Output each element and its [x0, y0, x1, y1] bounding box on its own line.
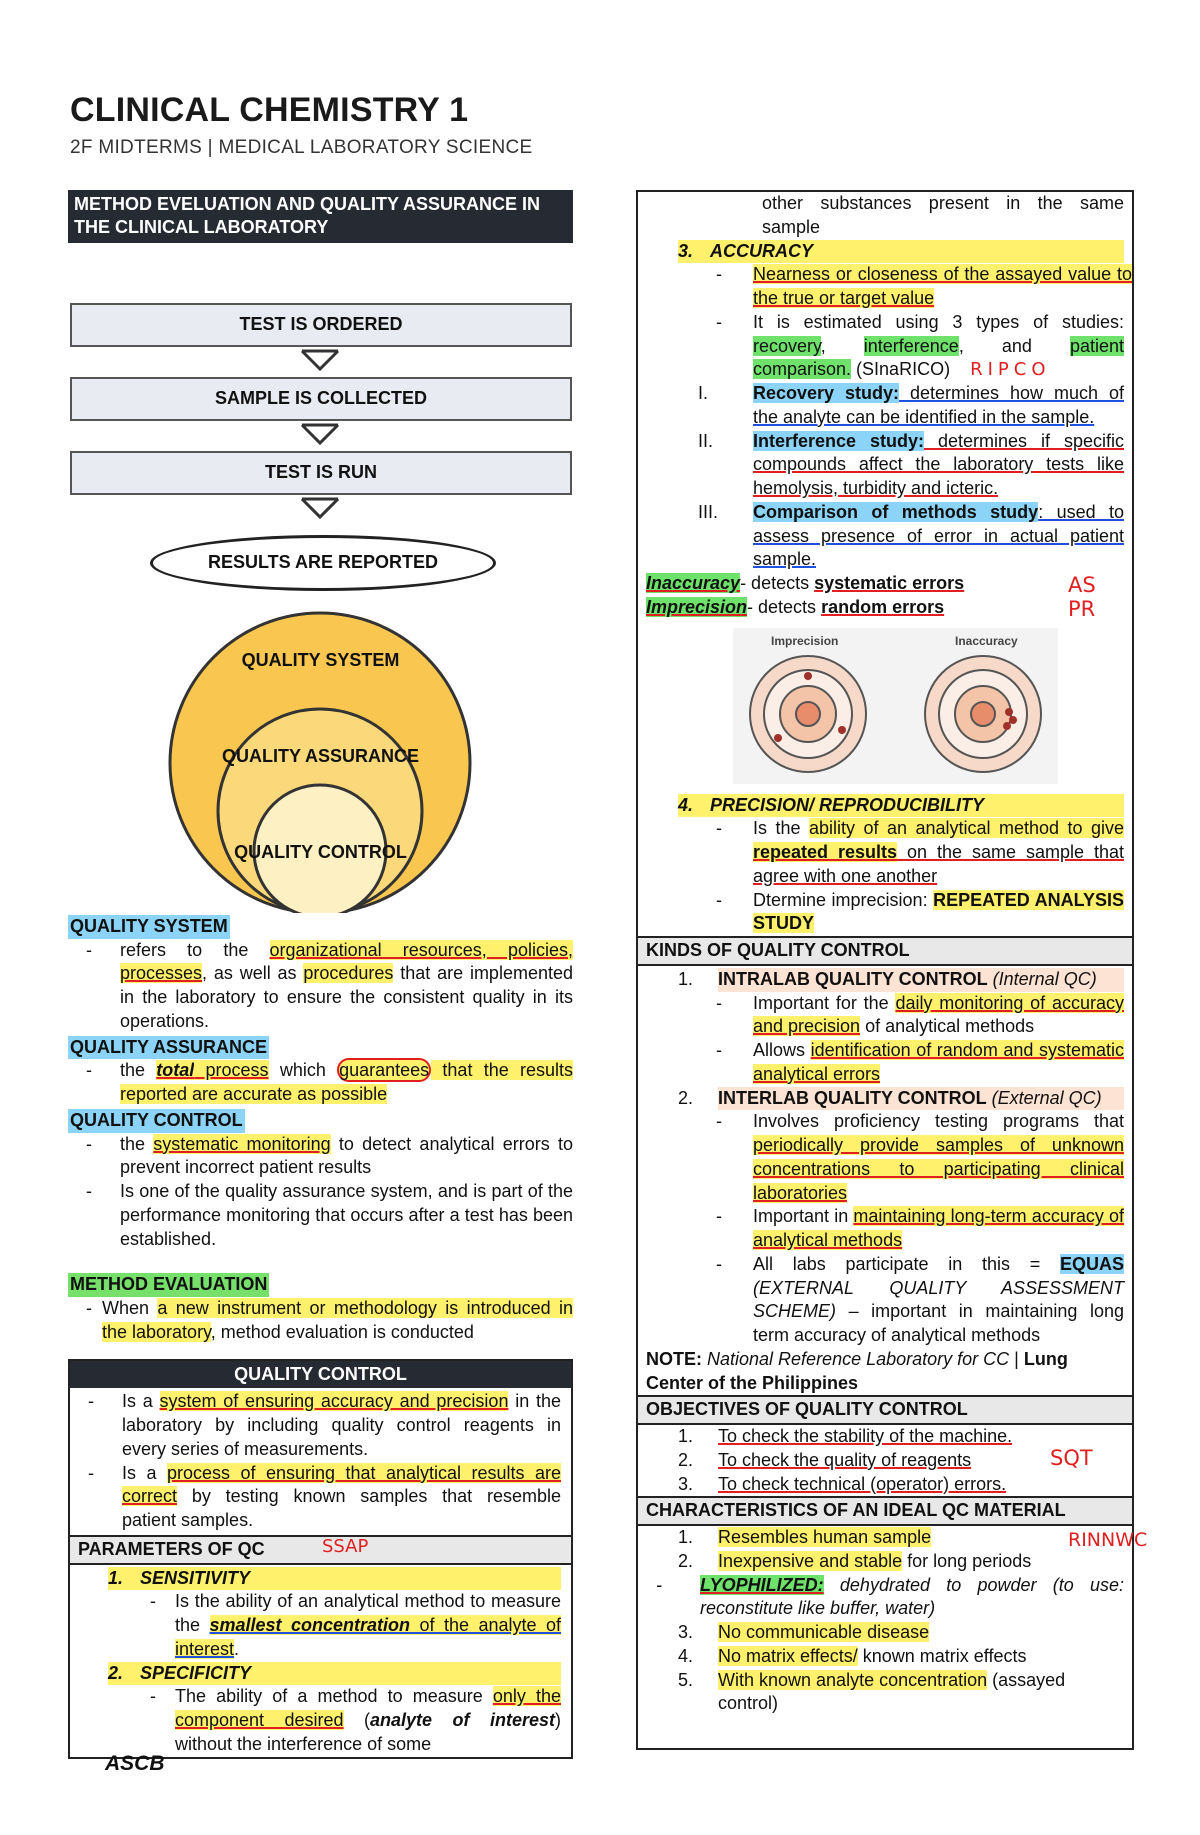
objectives-list	[638, 1425, 1132, 1496]
handwritten-note: RIPCO	[970, 359, 1051, 381]
list-item: 2. Inexpensive and stable for long periods	[678, 1550, 1032, 1571]
flow-step-4: RESULTS ARE REPORTED	[150, 535, 496, 591]
circle-label-quality-assurance: QUALITY ASSURANCE	[221, 745, 419, 766]
qc-table-head: QUALITY CONTROL	[70, 1361, 571, 1389]
quality-circles-diagram	[68, 593, 573, 913]
list-item: - Nearness or closeness of the assayed value to the true or target value	[638, 263, 1132, 311]
quality-control-title: QUALITY CONTROL	[68, 1109, 245, 1133]
characteristics-header: CHARACTERISTICS OF AN IDEAL QC MATERIAL	[638, 1496, 1132, 1526]
characteristics-list	[638, 1526, 1148, 1716]
list-item: 4. No matrix effects/ known matrix effects	[678, 1645, 1027, 1666]
handwritten-note: SSAP	[322, 1535, 369, 1557]
parameter-specificity: 2. SPECIFICITY	[70, 1662, 561, 1686]
continued-text: other substances present in the same sample	[762, 193, 1124, 237]
list-item: - All labs participate in this = EQUAS (EXTERNAL QUALITY ASSESSMENT SCHEME) – important in maintaining long term accuracy of analytical methods	[638, 1253, 1132, 1348]
circle-label-quality-control: QUALITY CONTROL	[234, 841, 407, 862]
quality-assurance-title: QUALITY ASSURANCE	[68, 1036, 269, 1060]
flow-step-1: TEST IS ORDERED	[70, 303, 572, 347]
parameter-sensitivity: 1. SENSITIVITY	[70, 1567, 561, 1591]
parameters-header: PARAMETERS OF QC SSAP	[70, 1535, 571, 1565]
list-item: - Is a system of ensuring accuracy and precision in the laboratory by including quality control reagents in every series of measurements.	[70, 1390, 561, 1461]
list-item: 3. No communicable disease	[678, 1622, 930, 1642]
list-item: - The ability of a method to measure only the component desired (analyte of interest) without the interference of some	[70, 1685, 561, 1756]
list-item: - the systematic monitoring to detect analytical errors to prevent incorrect patient results	[68, 1133, 573, 1181]
recovery-study: I. Recovery study: determines how much of the analyte can be identified in the sample.	[698, 383, 1124, 427]
list-item: - It is estimated using 3 types of studies: recovery, interference, and patient comparison. (SInaRICO) RIPCO	[638, 311, 1132, 382]
imprecision-line: Imprecision- detects random errors PR	[638, 596, 1132, 620]
list-item: - refers to the organizational resources, policies, processes, as well as procedures that are implemented in the laboratory to ensure the consistent quality in its operations.	[68, 939, 573, 1034]
right-column	[636, 190, 1148, 1750]
objectives-header: OBJECTIVES OF QUALITY CONTROL	[638, 1395, 1132, 1425]
target-label-imprecision: Imprecision	[771, 633, 839, 648]
list-item: - Is one of the quality assurance system, and is part of the performance monitoring that occurs after a test has been established.	[68, 1180, 573, 1251]
list-item: - LYOPHILIZED: dehydrated to powder (to use: reconstitute like buffer, water)	[638, 1574, 1132, 1622]
quality-system-title: QUALITY SYSTEM	[68, 915, 230, 939]
flow-step-3: TEST IS RUN	[70, 451, 572, 495]
list-item: - Is a process of ensuring that analytical results are correct by testing known samples that resemble patient samples.	[70, 1462, 561, 1533]
comparison-study: III. Comparison of methods study: used to assess presence of error in actual patient sample.	[698, 501, 1125, 570]
intralab-qc: 1. INTRALAB QUALITY CONTROL (Internal QC)	[638, 968, 1132, 992]
list-item: - Important in maintaining long-term accuracy of analytical methods	[638, 1205, 1132, 1253]
handwritten-note: RINNWC	[1068, 1529, 1148, 1551]
handwritten-note: PR	[1068, 596, 1096, 621]
workflow-diagram	[68, 243, 573, 593]
flow-step-2: SAMPLE IS COLLECTED	[70, 377, 572, 421]
list-item: - Allows identification of random and systematic analytical errors	[638, 1039, 1132, 1087]
target-diagram	[733, 628, 1058, 784]
handwritten-note: AS	[1068, 573, 1096, 597]
circle-label-quality-system: QUALITY SYSTEM	[241, 649, 400, 670]
list-item: 2. To check the quality of reagents	[678, 1449, 972, 1470]
footer-initials: ASCB	[105, 1752, 165, 1775]
note-line: NOTE: National Reference Laboratory for CC | Lung Center of the Philippines	[646, 1348, 1068, 1393]
quality-control-section	[68, 1109, 573, 1252]
kinds-of-qc-header: KINDS OF QUALITY CONTROL	[638, 936, 1132, 966]
list-item: 3. To check technical (operator) errors.	[678, 1473, 1007, 1494]
handwritten-note: SQT	[1050, 1446, 1093, 1470]
method-evaluation-title: METHOD EVALUATION	[68, 1273, 269, 1297]
list-item: 5. With known analyte concentration (assayed control)	[678, 1669, 1066, 1714]
left-column	[68, 190, 573, 1759]
list-item: 1. To check the stability of the machine.	[678, 1426, 1013, 1446]
list-item: - Is the ability of an analytical method to give repeated results on the same sample that agree with one another	[638, 817, 1132, 888]
list-item: - When a new instrument or methodology is introduced in the laboratory, method evaluation is conducted	[68, 1297, 573, 1345]
qc-table	[68, 1359, 573, 1759]
list-item: 1. Resembles human sample	[678, 1527, 932, 1547]
quality-assurance-section	[68, 1036, 573, 1107]
method-evaluation-section	[68, 1273, 573, 1344]
target-graphic	[733, 628, 1058, 784]
list-item: - the total process which guarantees that the results reported are accurate as possible	[68, 1059, 573, 1107]
page-title: CLINICAL CHEMISTRY 1	[70, 91, 469, 129]
inaccuracy-line: Inaccuracy- detects systematic errors AS	[638, 572, 1132, 596]
target-label-inaccuracy: Inaccuracy	[955, 633, 1018, 648]
list-item: - Important for the daily monitoring of accuracy and precision of analytical methods	[638, 992, 1132, 1040]
precision-heading: 4. PRECISION/ REPRODUCIBILITY	[638, 794, 1132, 818]
down-arrow-icon	[300, 349, 340, 373]
down-arrow-icon	[300, 497, 340, 521]
quality-system-section	[68, 915, 573, 1034]
interference-study: II. Interference study: determines if specific compounds affect the laboratory tests like hemolysis, turbidity and icteric.	[698, 430, 1124, 498]
interlab-qc: 2. INTERLAB QUALITY CONTROL (External QC)	[638, 1087, 1132, 1111]
list-item: - Is the ability of an analytical method to measure the smallest concentration of the analyte of interest.	[70, 1590, 561, 1661]
list-item: - Involves proficiency testing programs that periodically provide samples of unknown concentrations to participating clinical laboratories	[638, 1110, 1132, 1205]
page-subtitle: 2F MIDTERMS | MEDICAL LABORATORY SCIENCE	[70, 137, 533, 158]
section-header: METHOD EVELUATION AND QUALITY ASSURANCE IN THE CLINICAL LABORATORY	[68, 190, 573, 243]
down-arrow-icon	[300, 423, 340, 447]
list-item: - Dtermine imprecision: REPEATED ANALYSIS STUDY	[638, 889, 1132, 937]
accuracy-heading: 3. ACCURACY	[638, 240, 1132, 264]
